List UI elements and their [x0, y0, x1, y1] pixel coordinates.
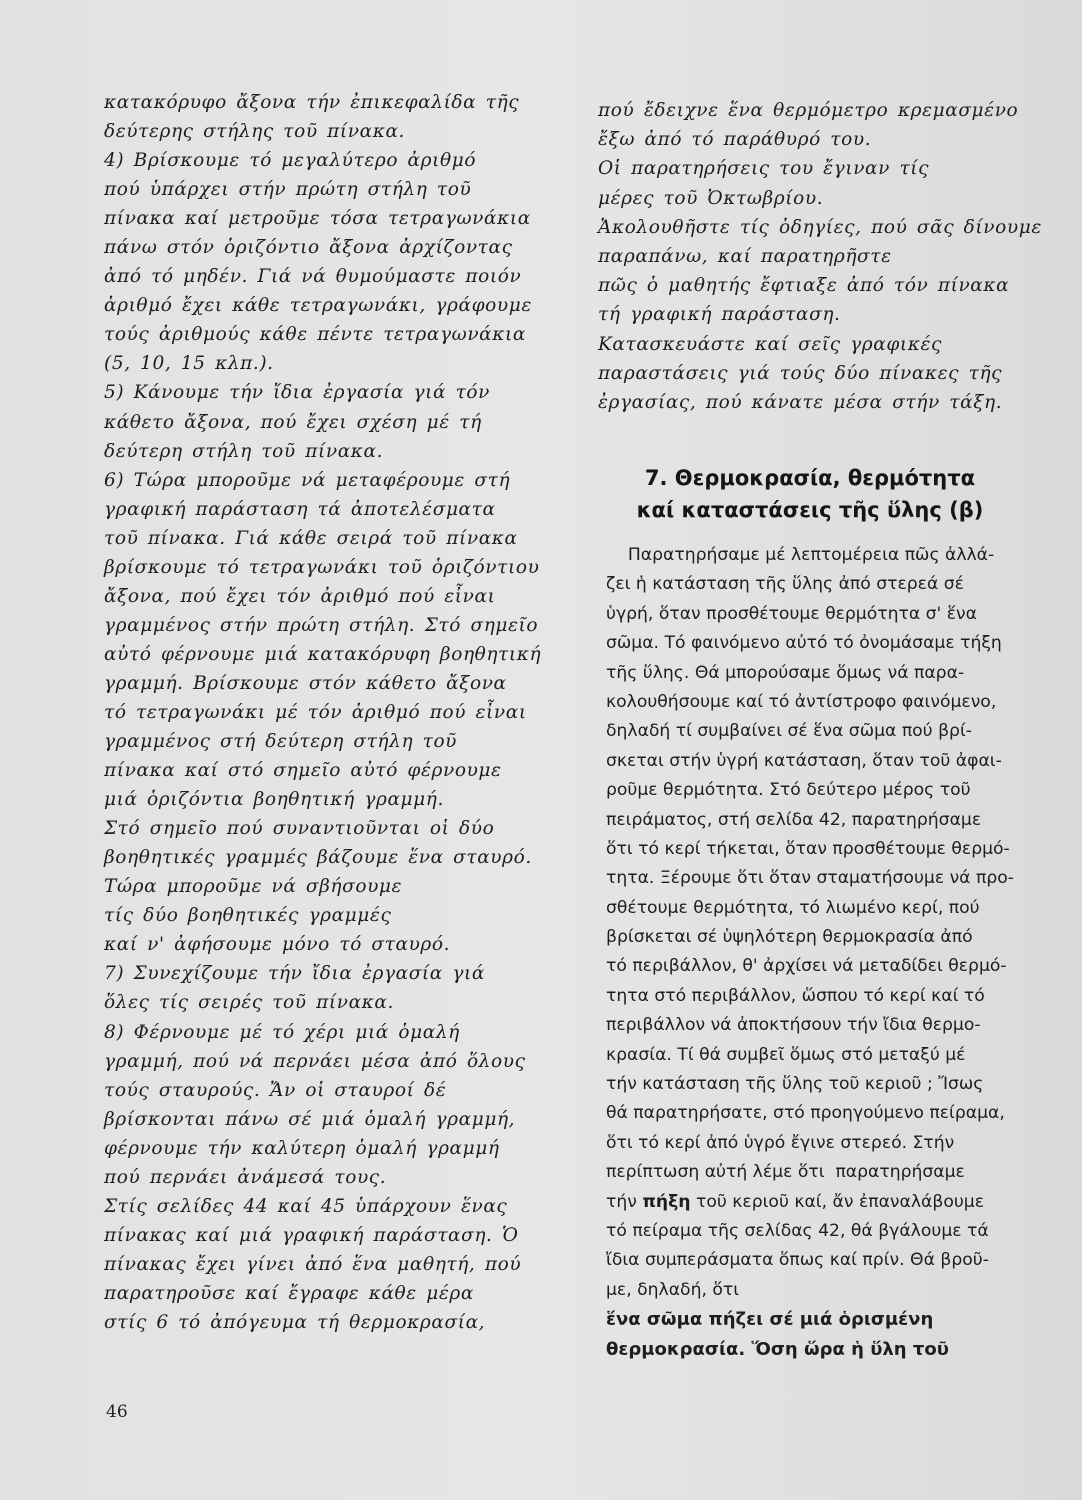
text-line: ἀπό τό μηδέν. Γιά νά θυμούμαστε ποιόν — [104, 266, 522, 288]
text-line: στίς 6 τό ἀπόγευμα τή θερμοκρασία, — [104, 1311, 486, 1333]
text-line: με, δηλαδή, ὅτι — [606, 1279, 740, 1300]
definition-line: θερμοκρασία. Ὅση ὥρα ἡ ὕλη τοῦ — [606, 1338, 949, 1360]
text-line: ὅτι τό κερί ἀπό ὑγρό ἔγινε στερεό. Στήν — [606, 1132, 955, 1153]
text-line: κρασία. Τί θά συμβεῖ ὅμως στό μεταξύ μέ — [606, 1044, 966, 1065]
section-heading — [610, 462, 1010, 526]
text-line: περιβάλλον νά ἀποκτήσουν τήν ἴδια θερμο- — [606, 1015, 981, 1036]
text-line: μιά ὁριζόντια βοηθητική γραμμή. — [104, 789, 444, 811]
text-line: τούς σταυρούς. Ἄν οἱ σταυροί δέ — [104, 1079, 447, 1101]
text-line: ἴδια συμπεράσματα ὅπως καί πρίν. Θά βροῦ- — [606, 1250, 989, 1271]
text-line: 5) Κάνουμε τήν ἴδια ἐργασία γιά τόν — [104, 382, 491, 404]
text-line: ροῦμε θερμότητα. Στό δεύτερο μέρος τοῦ — [606, 780, 971, 801]
text-line: βοηθητικές γραμμές βάζουμε ἕνα σταυρό. — [104, 847, 532, 869]
left-column — [104, 88, 574, 1337]
text-line: σῶμα. Τό φαινόμενο αὐτό τό ὀνομάσαμε τήξη — [606, 633, 1002, 654]
text-line: τίς δύο βοηθητικές γραμμές — [104, 905, 392, 927]
text-line: Τώρα μποροῦμε νά σβήσουμε — [104, 876, 403, 898]
text-line: Κατασκευάστε καί σεῖς γραφικές — [598, 333, 943, 355]
text-line: Οἱ παρατηρήσεις του ἔγιναν τίς — [598, 158, 930, 180]
text-line: παραστάσεις γιά τούς δύο πίνακες τῆς — [598, 362, 1003, 384]
text-fragment: τοῦ κεριοῦ καί, ἄν ἐπαναλάβουμε — [690, 1191, 985, 1212]
text-line: ζει ἡ κατάσταση τῆς ὕλης ἀπό στερεά σέ — [606, 574, 964, 595]
text-line: δηλαδή τί συμβαίνει σέ ἕνα σῶμα πού βρί- — [606, 721, 972, 742]
text-line: αὐτό φέρνουμε μιά κατακόρυφη βοηθητική — [104, 643, 542, 665]
text-line: πάνω στόν ὁριζόντιο ἄξονα ἀρχίζοντας — [104, 237, 513, 259]
text-line: γραμμένος στή δεύτερη στήλη τοῦ — [104, 731, 458, 753]
text-line: ὅτι τό κερί τήκεται, ὅταν προσθέτουμε θερμό- — [606, 838, 1010, 859]
text-line: τό πείραμα τῆς σελίδας 42, θά βγάλουμε τά — [606, 1220, 989, 1241]
text-line: τό τετραγωνάκι μέ τόν ἀριθμό πού εἶναι — [104, 701, 527, 723]
text-fragment: τήν — [606, 1191, 643, 1212]
text-line-with-term — [606, 1188, 1056, 1217]
text-line: κατακόρυφο ἄξονα τήν ἐπικεφαλίδα τῆς — [104, 92, 520, 113]
text-line: (5, 10, 15 κλπ.). — [104, 353, 274, 375]
text-line: τό περιβάλλον, θ' ἀρχίσει νά μεταδίδει θερμό- — [606, 956, 1007, 977]
text-line: πού ἔδειχνε ἕνα θερμόμετρο κρεμασμένο — [598, 100, 1019, 121]
text-line: γραφική παράσταση τά ἀποτελέσματα — [104, 498, 496, 520]
text-line: θά παρατηρήσατε, στό προηγούμενο πείραμα, — [606, 1103, 1005, 1124]
text-line: Ἀκολουθῆστε τίς ὁδηγίες, πού σᾶς δίνουμε — [598, 216, 1042, 238]
text-line: παρατηροῦσε καί ἔγραφε κάθε μέρα — [104, 1282, 474, 1304]
text-line: τητα. Ξέρουμε ὅτι ὅταν σταματήσουμε νά προ- — [606, 868, 1014, 889]
text-line: πῶς ὁ μαθητής ἔφτιαξε ἀπό τόν πίνακα — [598, 275, 1010, 297]
text-line: γραμμή, πού νά περνάει μέσα ἀπό ὅλους — [104, 1050, 526, 1072]
text-line: πίνακα καί μετροῦμε τόσα τετραγωνάκια — [104, 208, 531, 230]
text-line: τούς ἀριθμούς κάθε πέντε τετραγωνάκια — [104, 324, 526, 346]
text-line: κολουθήσουμε καί τό ἀντίστροφο φαινόμενο, — [606, 691, 997, 712]
text-line: πίνακας καί μιά γραφική παράσταση. Ὁ — [104, 1224, 519, 1246]
text-line: τῆς ὕλης. Θά μπορούσαμε ὅμως νά παρα- — [606, 662, 965, 683]
text-line: κάθετο ἄξονα, πού ἔχει σχέση μέ τή — [104, 411, 482, 433]
key-term: πήξη — [642, 1191, 691, 1212]
text-line: τοῦ πίνακα. Γιά κάθε σειρά τοῦ πίνακα — [104, 527, 518, 549]
text-line: ἔξω ἀπό τό παράθυρό του. — [598, 129, 872, 151]
text-line: ὑγρή, ὅταν προσθέτουμε θερμότητα σ' ἕνα — [606, 603, 977, 624]
text-line: πίνακας ἔχει γίνει ἀπό ἕνα μαθητή, πού — [104, 1253, 522, 1275]
text-line: γραμμή. Βρίσκουμε στόν κάθετο ἄξονα — [104, 672, 507, 694]
text-line: πού ὑπάρχει στήν πρώτη στήλη τοῦ — [104, 179, 472, 201]
text-line: δεύτερη στήλη τοῦ πίνακα. — [104, 440, 384, 462]
text-line: ἀριθμό ἔχει κάθε τετραγωνάκι, γράφουμε — [104, 295, 532, 317]
section-body — [606, 541, 1056, 1364]
text-line: Στίς σελίδες 44 καί 45 ὑπάρχουν ἕνας — [104, 1195, 508, 1217]
text-line: φέρνουμε τήν καλύτερη ὁμαλή γραμμή — [104, 1137, 500, 1159]
right-column-instructions — [598, 96, 1042, 417]
text-line: 8) Φέρνουμε μέ τό χέρι μιά ὁμαλή — [104, 1021, 460, 1043]
text-line: γραμμένος στήν πρώτη στήλη. Στό σημεῖο — [104, 614, 539, 636]
text-line: βρίσκεται σέ ὑψηλότερη θερμοκρασία ἀπό — [606, 927, 973, 948]
text-line: σκεται στήν ὑγρή κατάσταση, ὅταν τοῦ ἀφαι- — [606, 750, 1002, 771]
text-line: βρίσκουμε τό τετραγωνάκι τοῦ ὁριζόντιου — [104, 556, 540, 578]
text-line: τητα στό περιβάλλον, ὥσπου τό κερί καί τό — [606, 985, 985, 1006]
text-line: 7) Συνεχίζουμε τήν ἴδια ἐργασία γιά — [104, 963, 485, 985]
text-line: Παρατηρήσαμε μέ λεπτομέρεια πῶς ἀλλά- — [606, 545, 995, 565]
section-heading-line: καί καταστάσεις τῆς ὕλης (β) — [636, 498, 984, 522]
text-line: 6) Τώρα μποροῦμε νά μεταφέρουμε στή — [104, 469, 511, 491]
text-line: 4) Βρίσκουμε τό μεγαλύτερο ἀριθμό — [104, 150, 477, 172]
definition-line: ἕνα σῶμα πήζει σέ μιά ὁρισμένη — [606, 1309, 934, 1331]
text-line: περίπτωση αὐτή λέμε ὅτι παρατηρήσαμε — [606, 1162, 965, 1183]
text-line: τήν κατάσταση τῆς ὕλης τοῦ κεριοῦ ; Ἴσως — [606, 1074, 984, 1095]
text-line: μέρες τοῦ Ὀκτωβρίου. — [598, 187, 824, 209]
text-line: τή γραφική παράσταση. — [598, 304, 841, 326]
page-number: 46 — [106, 1402, 128, 1422]
text-line: παραπάνω, καί παρατηρῆστε — [598, 245, 892, 267]
text-line: ὅλες τίς σειρές τοῦ πίνακα. — [104, 992, 394, 1014]
text-line: ἄξονα, πού ἔχει τόν ἀριθμό πού εἶναι — [104, 585, 496, 607]
text-line: πού περνάει ἀνάμεσά τους. — [104, 1166, 387, 1188]
text-line: δεύτερης στήλης τοῦ πίνακα. — [104, 121, 406, 143]
text-line: ἐργασίας, πού κάνατε μέσα στήν τάξη. — [598, 391, 1003, 413]
text-line: πειράματος, στή σελίδα 42, παρατηρήσαμε — [606, 809, 982, 830]
text-line: βρίσκονται πάνω σέ μιά ὁμαλή γραμμή, — [104, 1108, 516, 1130]
section-heading-line: 7. Θερμοκρασία, θερμότητα — [644, 466, 976, 490]
text-line: καί ν' ἀφήσουμε μόνο τό σταυρό. — [104, 934, 451, 956]
text-line: πίνακα καί στό σημεῖο αὐτό φέρνουμε — [104, 760, 502, 782]
text-line: σθέτουμε θερμότητα, τό λιωμένο κερί, πού — [606, 897, 980, 918]
text-line: Στό σημεῖο πού συναντιοῦνται οἱ δύο — [104, 818, 495, 840]
